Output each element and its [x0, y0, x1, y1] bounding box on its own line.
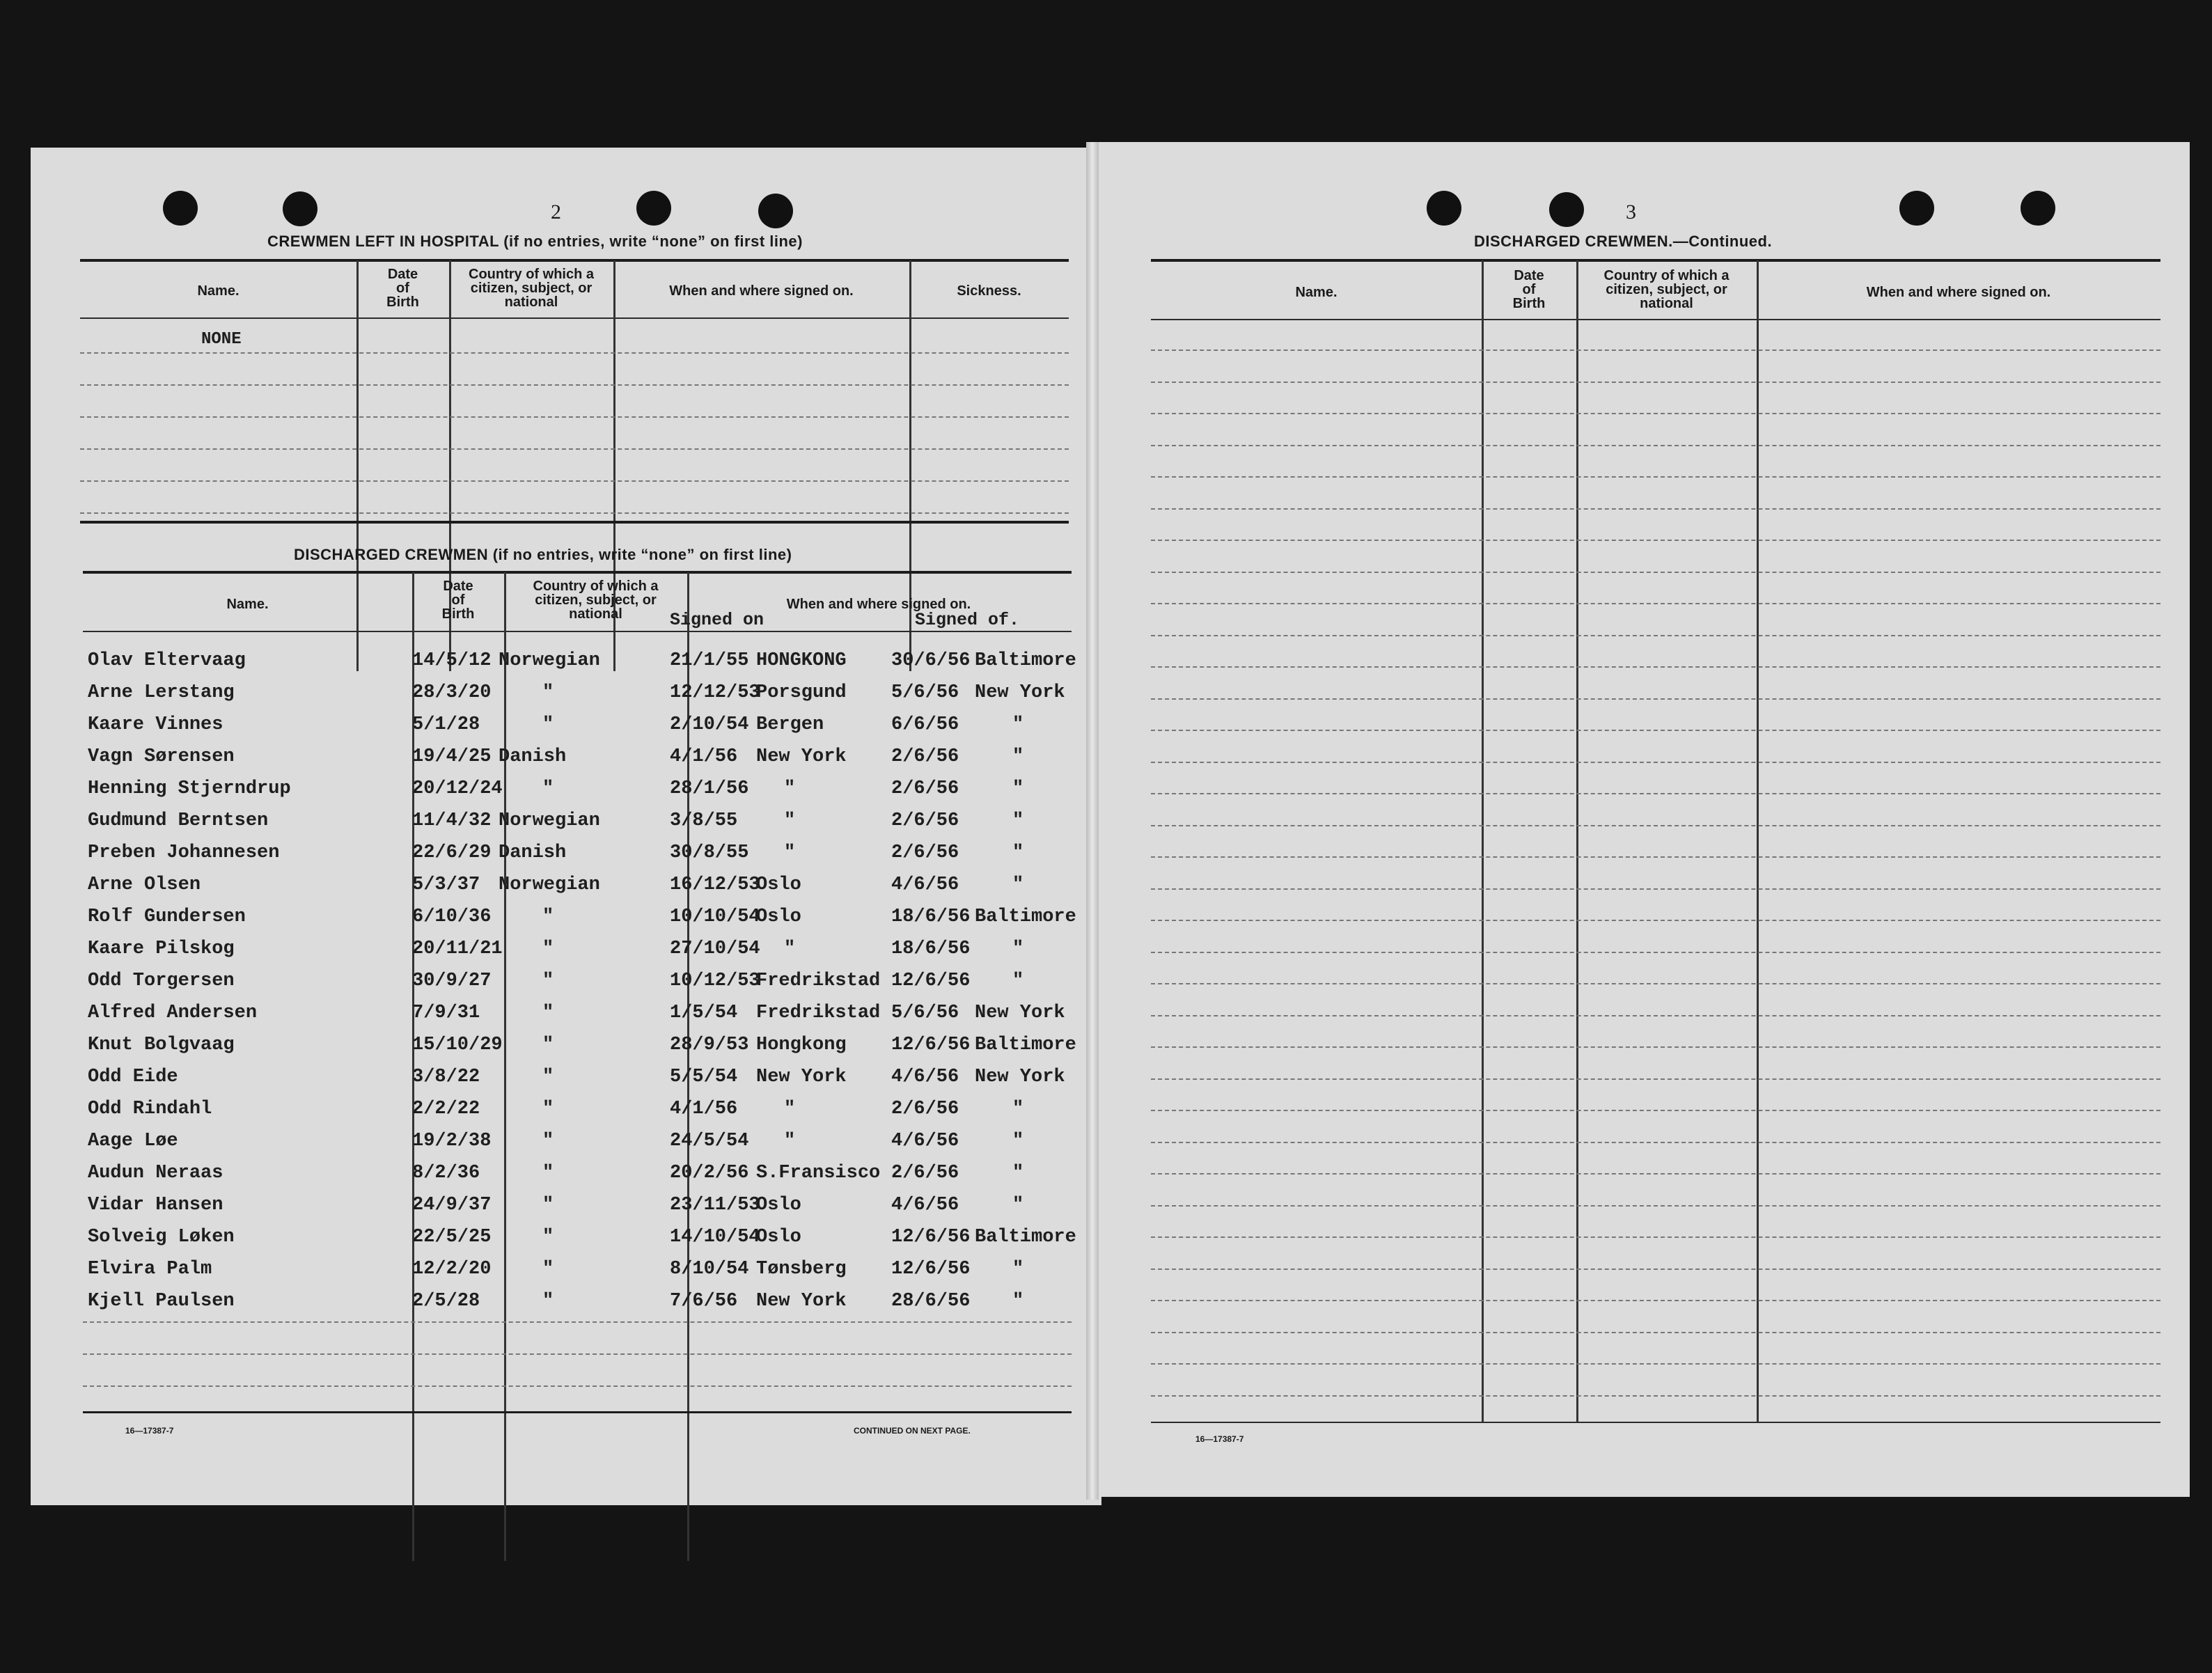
- crew-country: ": [542, 1099, 554, 1120]
- discharged-header-name: Name.: [226, 597, 269, 612]
- signed-off-place: ": [1012, 1099, 1024, 1120]
- crew-name: Kaare Vinnes: [88, 714, 223, 735]
- signed-off-date: 18/6/56: [891, 938, 971, 959]
- crew-dob: 24/9/37: [412, 1195, 492, 1216]
- table-row-line: [83, 1353, 1072, 1355]
- signed-on-place: Fredrikstad: [756, 1003, 881, 1023]
- table-row-line: [1151, 508, 2160, 510]
- crew-name: Henning Stjerndrup: [88, 778, 291, 799]
- crew-dob: 20/12/24: [412, 778, 503, 799]
- signed-off-place: ": [1012, 778, 1024, 799]
- signed-off-date: 12/6/56: [891, 1035, 971, 1055]
- table-row-line: [1151, 793, 2160, 794]
- crew-dob: 22/6/29: [412, 842, 492, 863]
- signed-off-place: ": [1012, 1131, 1024, 1152]
- signed-off-date: 4/6/56: [891, 1131, 959, 1152]
- crew-dob: 15/10/29: [412, 1035, 503, 1055]
- crew-name: Odd Torgersen: [88, 971, 235, 991]
- hospital-first-entry: NONE: [201, 330, 242, 349]
- signed-on-place: ": [784, 842, 796, 863]
- signed-off-date: 4/6/56: [891, 1067, 959, 1087]
- signed-on-place: S.Fransisco: [756, 1163, 881, 1184]
- signed-off-date: 6/6/56: [891, 714, 959, 735]
- discharged-header-when-where: When and where signed on.: [786, 597, 971, 612]
- crew-country: ": [542, 1131, 554, 1152]
- table-row-line: [80, 352, 1069, 354]
- table-row-line: [1151, 698, 2160, 700]
- signed-off-place: Baltimore: [975, 650, 1076, 671]
- signed-on-date: 12/12/53: [670, 682, 760, 703]
- continued-note: CONTINUED ON NEXT PAGE.: [854, 1426, 971, 1436]
- binder-hole: [283, 191, 317, 226]
- table-row-line: [1151, 540, 2160, 541]
- crew-country: Norwegian: [499, 810, 600, 831]
- signed-off-place: ": [1012, 971, 1024, 991]
- binder-hole: [758, 194, 793, 228]
- right-header-rule: [1151, 319, 2160, 320]
- crew-name: Olav Eltervaag: [88, 650, 246, 671]
- table-row-line: [1151, 1236, 2160, 1238]
- table-row-line: [1151, 1015, 2160, 1016]
- crew-name: Arne Lerstang: [88, 682, 235, 703]
- crew-dob: 2/2/22: [412, 1099, 480, 1120]
- signed-off-date: 2/6/56: [891, 778, 959, 799]
- table-row-line: [1151, 1173, 2160, 1175]
- signed-off-date: 2/6/56: [891, 842, 959, 863]
- table-row-line: [1151, 603, 2160, 604]
- hospital-table-bottom-rule: [80, 521, 1069, 524]
- table-row-line: [1151, 445, 2160, 446]
- table-row-line: [1151, 572, 2160, 573]
- table-row-line: [1151, 762, 2160, 763]
- hospital-header-sickness: Sickness.: [957, 283, 1021, 299]
- table-row-line: [80, 512, 1069, 514]
- table-row-line: [1151, 1332, 2160, 1333]
- signed-on-date: 16/12/53: [670, 874, 760, 895]
- signed-off-date: 4/6/56: [891, 874, 959, 895]
- signed-off-date: 12/6/56: [891, 1227, 971, 1248]
- crew-country: ": [542, 1195, 554, 1216]
- table-row-line: [1151, 920, 2160, 921]
- right-page: [1090, 142, 2190, 1497]
- right-section-title: DISCHARGED CREWMEN.—Continued.: [1474, 233, 1773, 250]
- crew-name: Odd Eide: [88, 1067, 178, 1087]
- signed-on-place: Tønsberg: [756, 1259, 847, 1280]
- table-row-line: [1151, 382, 2160, 383]
- binder-hole: [1549, 192, 1584, 227]
- crew-country: Danish: [499, 746, 567, 767]
- crew-name: Solveig Løken: [88, 1227, 235, 1248]
- hospital-header-name: Name.: [197, 283, 240, 299]
- crew-dob: 12/2/20: [412, 1259, 492, 1280]
- signed-on-place: Oslo: [756, 874, 801, 895]
- signed-on-place: Oslo: [756, 1195, 801, 1216]
- crew-dob: 7/9/31: [412, 1003, 480, 1023]
- signed-off-date: 5/6/56: [891, 1003, 959, 1023]
- discharged-table-bottom-rule: [83, 1411, 1072, 1413]
- binder-hole: [163, 191, 198, 226]
- signed-off-place: ": [1012, 938, 1024, 959]
- signed-off-place: ": [1012, 1259, 1024, 1280]
- table-row-line: [1151, 635, 2160, 636]
- signed-on-date: 3/8/55: [670, 810, 738, 831]
- crew-country: ": [542, 1259, 554, 1280]
- crew-name: Aage Løe: [88, 1131, 178, 1152]
- signed-on-place: Porsgund: [756, 682, 847, 703]
- signed-off-place: ": [1012, 1163, 1024, 1184]
- crew-country: Norwegian: [499, 874, 600, 895]
- table-row-line: [1151, 1205, 2160, 1207]
- signed-on-date: 1/5/54: [670, 1003, 738, 1023]
- signed-on-date: 30/8/55: [670, 842, 749, 863]
- signed-on-date: 21/1/55: [670, 650, 749, 671]
- discharged-section-title: DISCHARGED CREWMEN (if no entries, write “none” on first line): [294, 546, 792, 563]
- crew-country: Norwegian: [499, 650, 600, 671]
- signed-off-date: 12/6/56: [891, 1259, 971, 1280]
- crew-dob: 5/3/37: [412, 874, 480, 895]
- hospital-table-top-rule: [80, 259, 1069, 262]
- table-row-line: [1151, 730, 2160, 731]
- crew-country: ": [542, 1003, 554, 1023]
- signed-off-date: 28/6/56: [891, 1291, 971, 1312]
- signed-on-date: 4/1/56: [670, 1099, 738, 1120]
- discharged-header-signed-off: Signed of.: [915, 610, 1020, 630]
- crew-dob: 8/2/36: [412, 1163, 480, 1184]
- signed-off-place: ": [1012, 810, 1024, 831]
- table-row-line: [83, 1321, 1072, 1323]
- signed-on-place: Hongkong: [756, 1035, 847, 1055]
- right-header-signed: When and where signed on.: [1866, 285, 2051, 300]
- signed-off-place: Baltimore: [975, 1035, 1076, 1055]
- crew-dob: 11/4/32: [412, 810, 492, 831]
- hospital-header-dob: Date of Birth: [386, 267, 419, 310]
- signed-off-place: ": [1012, 1291, 1024, 1312]
- crew-dob: 3/8/22: [412, 1067, 480, 1087]
- signed-on-date: 4/1/56: [670, 746, 738, 767]
- crew-country: ": [542, 1163, 554, 1184]
- signed-off-date: 5/6/56: [891, 682, 959, 703]
- crew-name: Elvira Palm: [88, 1259, 212, 1280]
- table-row-line: [1151, 1078, 2160, 1080]
- signed-off-place: New York: [975, 1067, 1065, 1087]
- table-row-line: [1151, 1046, 2160, 1048]
- signed-off-date: 2/6/56: [891, 1163, 959, 1184]
- signed-on-place: Fredrikstad: [756, 971, 881, 991]
- crew-country: ": [542, 682, 554, 703]
- signed-off-place: ": [1012, 874, 1024, 895]
- crew-country: ": [542, 714, 554, 735]
- crew-name: Knut Bolgvaag: [88, 1035, 235, 1055]
- book-spine: [1086, 142, 1099, 1500]
- signed-off-date: 2/6/56: [891, 810, 959, 831]
- signed-off-place: Baltimore: [975, 906, 1076, 927]
- page-number: 3: [1626, 201, 1636, 223]
- signed-off-date: 18/6/56: [891, 906, 971, 927]
- right-header-country: Country of which a citizen, subject, or national: [1603, 268, 1729, 311]
- table-row-line: [1151, 856, 2160, 858]
- table-row-line: [80, 416, 1069, 418]
- crew-name: Alfred Andersen: [88, 1003, 258, 1023]
- crew-name: Preben Johannesen: [88, 842, 280, 863]
- crew-name: Arne Olsen: [88, 874, 201, 895]
- signed-on-date: 28/9/53: [670, 1035, 749, 1055]
- column-divider: [1576, 260, 1578, 1423]
- column-divider: [1482, 260, 1484, 1423]
- binder-hole: [2021, 191, 2055, 226]
- signed-off-date: 2/6/56: [891, 1099, 959, 1120]
- left-page: [31, 148, 1101, 1505]
- binder-hole: [636, 191, 671, 226]
- signed-on-place: HONGKONG: [756, 650, 847, 671]
- crew-name: Odd Rindahl: [88, 1099, 212, 1120]
- crew-dob: 30/9/27: [412, 971, 492, 991]
- crew-name: Vidar Hansen: [88, 1195, 223, 1216]
- signed-off-date: 2/6/56: [891, 746, 959, 767]
- right-header-name: Name.: [1295, 285, 1338, 300]
- right-header-dob: Date of Birth: [1512, 268, 1546, 311]
- hospital-section-title: CREWMEN LEFT IN HOSPITAL (if no entries, write “none” on first line): [267, 233, 803, 250]
- discharged-header-signed-on: Signed on: [670, 610, 764, 630]
- table-row-line: [1151, 666, 2160, 668]
- crew-country: ": [542, 1035, 554, 1055]
- crew-dob: 20/11/21: [412, 938, 503, 959]
- table-row-line: [1151, 825, 2160, 826]
- crew-name: Rolf Gundersen: [88, 906, 246, 927]
- signed-on-place: ": [784, 938, 796, 959]
- signed-off-place: Baltimore: [975, 1227, 1076, 1248]
- crew-name: Vagn Sørensen: [88, 746, 235, 767]
- signed-on-place: Oslo: [756, 906, 801, 927]
- signed-off-place: New York: [975, 682, 1065, 703]
- signed-on-place: ": [784, 778, 796, 799]
- table-row-line: [80, 384, 1069, 386]
- signed-on-place: ": [784, 810, 796, 831]
- signed-off-date: 30/6/56: [891, 650, 971, 671]
- hospital-header-country: Country of which a citizen, subject, or national: [469, 267, 594, 310]
- crew-country: ": [542, 906, 554, 927]
- signed-on-place: New York: [756, 746, 847, 767]
- signed-on-date: 8/10/54: [670, 1259, 749, 1280]
- signed-on-place: ": [784, 1131, 796, 1152]
- table-row-line: [1151, 413, 2160, 414]
- crew-country: ": [542, 971, 554, 991]
- table-row-line: [1151, 888, 2160, 890]
- signed-off-date: 4/6/56: [891, 1195, 959, 1216]
- crew-name: Kaare Pilskog: [88, 938, 235, 959]
- page-number: 2: [551, 201, 561, 223]
- table-row-line: [1151, 983, 2160, 984]
- signed-on-date: 20/2/56: [670, 1163, 749, 1184]
- crew-dob: 19/4/25: [412, 746, 492, 767]
- right-table-top-rule: [1151, 259, 2160, 262]
- crew-name: Gudmund Berntsen: [88, 810, 269, 831]
- signed-on-date: 10/10/54: [670, 906, 760, 927]
- table-row-line: [80, 448, 1069, 450]
- crew-dob: 19/2/38: [412, 1131, 492, 1152]
- crew-country: ": [542, 938, 554, 959]
- form-number: 16—17387-7: [1195, 1434, 1244, 1444]
- column-divider: [1757, 260, 1759, 1423]
- table-row-line: [1151, 1269, 2160, 1270]
- signed-on-place: Bergen: [756, 714, 824, 735]
- table-row-line: [1151, 1363, 2160, 1365]
- signed-off-date: 12/6/56: [891, 971, 971, 991]
- signed-on-date: 27/10/54: [670, 938, 760, 959]
- table-row-line: [1151, 1110, 2160, 1111]
- table-row-line: [1151, 349, 2160, 351]
- signed-on-date: 23/11/53: [670, 1195, 760, 1216]
- crew-country: ": [542, 1067, 554, 1087]
- signed-on-date: 28/1/56: [670, 778, 749, 799]
- binder-hole: [1899, 191, 1934, 226]
- form-number: 16—17387-7: [125, 1426, 174, 1436]
- signed-off-place: New York: [975, 1003, 1065, 1023]
- signed-on-place: New York: [756, 1067, 847, 1087]
- crew-country: ": [542, 778, 554, 799]
- hospital-header-rule: [80, 317, 1069, 319]
- signed-on-date: 2/10/54: [670, 714, 749, 735]
- crew-country: Danish: [499, 842, 567, 863]
- discharged-table-top-rule: [83, 571, 1072, 574]
- signed-on-date: 10/12/53: [670, 971, 760, 991]
- hospital-header-signed: When and where signed on.: [669, 283, 854, 299]
- table-row-line: [83, 1385, 1072, 1387]
- crew-dob: 6/10/36: [412, 906, 492, 927]
- signed-on-date: 7/6/56: [670, 1291, 738, 1312]
- binder-hole: [1427, 191, 1461, 226]
- table-row-line: [80, 480, 1069, 482]
- crew-name: Kjell Paulsen: [88, 1291, 235, 1312]
- table-row-line: [1151, 1395, 2160, 1397]
- signed-on-date: 14/10/54: [670, 1227, 760, 1248]
- signed-off-place: ": [1012, 714, 1024, 735]
- crew-name: Audun Neraas: [88, 1163, 223, 1184]
- crew-country: ": [542, 1291, 554, 1312]
- discharged-header-rule: [83, 631, 1072, 632]
- signed-off-place: ": [1012, 746, 1024, 767]
- crew-dob: 5/1/28: [412, 714, 480, 735]
- signed-on-place: ": [784, 1099, 796, 1120]
- signed-off-place: ": [1012, 842, 1024, 863]
- table-row-line: [1151, 476, 2160, 478]
- discharged-header-dob: Date of Birth: [441, 579, 475, 622]
- crew-dob: 2/5/28: [412, 1291, 480, 1312]
- crew-dob: 28/3/20: [412, 682, 492, 703]
- crew-country: ": [542, 1227, 554, 1248]
- signed-on-place: Oslo: [756, 1227, 801, 1248]
- crew-dob: 14/5/12: [412, 650, 492, 671]
- signed-on-date: 24/5/54: [670, 1131, 749, 1152]
- table-row-line: [1151, 1300, 2160, 1301]
- discharged-header-country: Country of which a citizen, subject, or national: [533, 579, 659, 622]
- crew-dob: 22/5/25: [412, 1227, 492, 1248]
- signed-on-place: New York: [756, 1291, 847, 1312]
- signed-off-place: ": [1012, 1195, 1024, 1216]
- right-table-bottom-rule: [1151, 1422, 2160, 1423]
- signed-on-date: 5/5/54: [670, 1067, 738, 1087]
- table-row-line: [1151, 1142, 2160, 1143]
- table-row-line: [1151, 952, 2160, 953]
